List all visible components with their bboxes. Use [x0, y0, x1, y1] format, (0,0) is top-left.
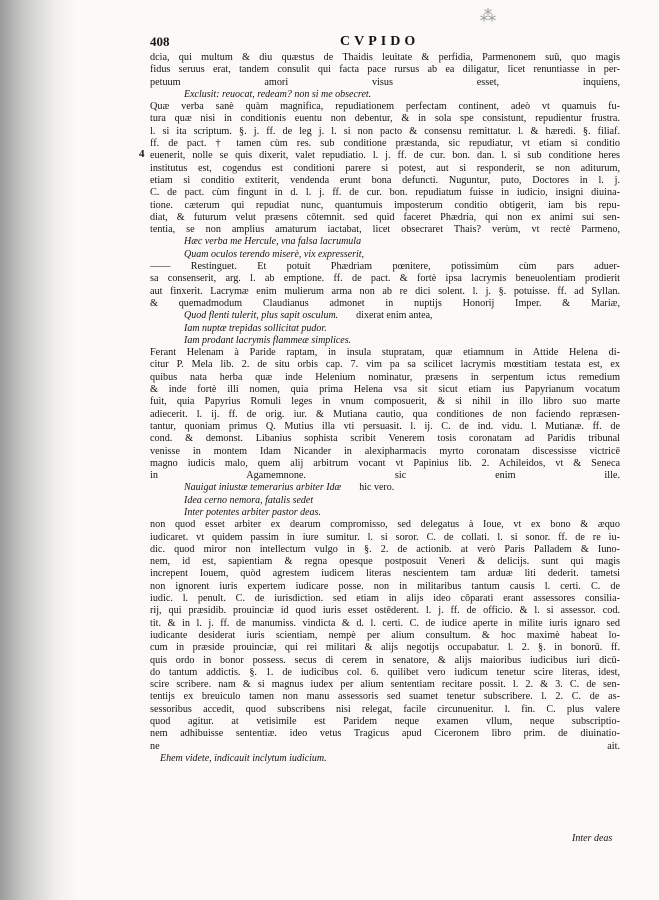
line-text: magno iudicis malo, quem alij arbitrum vocant vt Papinius lib. 2. Achileidos, vt & Seneca	[150, 457, 620, 469]
text-line	[150, 568, 620, 580]
line-text: Iam prodant lacrymis flammeæ simplices.	[184, 334, 352, 346]
line-text: diat, & futurum velut præsens cōtemnit. sed quid faceret Phædria, qui non ex animi sui sen-	[150, 211, 620, 223]
catchword: Inter deas	[572, 833, 613, 844]
text-line	[150, 581, 620, 593]
text-line	[150, 691, 620, 703]
text-line	[150, 519, 620, 531]
text-line	[150, 273, 620, 285]
line-text: iudic. l. penult. C. de iurisdiction. sed etiam in alijs ideo cōparati erant assessores consilia-	[150, 593, 620, 605]
line-text: petuum amori visus esset, inquiens,	[150, 76, 620, 88]
text-line	[150, 150, 620, 162]
line-text: Exclusit: reuocat, redeam? non si me obsecret.	[184, 88, 372, 100]
text-line	[150, 605, 620, 617]
verse-line	[150, 507, 620, 519]
line-text: tentia, se non amplius amaturum iactabat, licet obsecraret Thais? verùm, vt rectè Parmeno,	[150, 224, 620, 236]
text-line	[150, 556, 620, 568]
body-text	[150, 52, 620, 765]
verse-line	[150, 249, 620, 261]
text-line	[150, 396, 620, 408]
verse-line	[150, 236, 620, 248]
text-line	[150, 163, 620, 175]
line-text: fuit, quia Papyrius Romuli leges in vnum composuerit, & si nihil in illo libro suo marte	[150, 396, 620, 408]
line-text: euenerit, nolle se quis dixerit, valet repudiatio. l. j. ff. de cur. bon. dan. l. si sub conditione heres	[150, 150, 620, 162]
line-tail-text: dixerat enim antea,	[356, 310, 433, 322]
page-number: 408	[150, 34, 170, 49]
verse-line	[150, 495, 620, 507]
line-text: tura quæ nisi in conditionis euentu non debentur, & in sola spe consistunt, repudientur frustra.	[150, 113, 620, 125]
text-line	[150, 679, 620, 691]
line-text: Quod flenti tulerit, plus sapit osculum.	[184, 310, 339, 322]
line-text: non ignorent iuris expertem iudicare posse. non in militaribus tantum causis l. certi. C. de	[150, 580, 620, 592]
text-line	[150, 298, 620, 310]
verse-line	[150, 323, 620, 335]
text-line	[150, 126, 620, 138]
line-text: rij, qui præsidib. prouinciæ id quod iuris esset ostēderent. l. j. ff. de officio. & l. si assessor. cod.	[150, 605, 620, 617]
line-text: dic. quod miror non intellectum vulgo in §. 2. de actionib. at verò Paris Palladem & Iuno-	[150, 543, 620, 555]
verse-line	[150, 89, 620, 101]
line-text: quibus nata herba quæ inde Helenium nominatur, præsens in serpentum ictus remedium	[150, 371, 620, 383]
text-line	[150, 642, 620, 654]
text-line	[150, 532, 620, 544]
line-text: citur P. Mela lib. 2. de situ orbis cap. 7. vim pa sa scilicet lacrymis mœstitiam testata est, ex	[150, 359, 620, 371]
line-text: venisse in montem Idam Nicander in alexipharmacis myrto coronatam discessisse victricē	[150, 445, 620, 457]
line-text: —— Restinguet. Et potuit Phædriam pœnitere, potissimùm cùm pars aduer-	[150, 261, 620, 273]
line-text: scire scribere. nam & si magnus iudex per alium sententiam recitare possit. l. 2. & 3. C. de sen-	[150, 679, 620, 691]
text-line	[150, 384, 620, 396]
line-text: nem, id est, sapientiam & regna opesque postposuit Veneri & delicijs. sunt qui magis	[150, 556, 620, 568]
line-text: quod agitur. at vetisimile est Paridem neque examen vllum, neque subscriptio-	[150, 716, 620, 728]
text-line	[150, 433, 620, 445]
line-text: Nauigat iniustæ temerarius arbiter Idæ	[184, 482, 342, 494]
line-text: Inter potentes arbiter pastor deas.	[184, 506, 321, 518]
text-line	[150, 630, 620, 642]
text-line	[150, 667, 620, 679]
line-text: aut finxerit. Lacrymæ enim mulierum arma non ab re dici solent. l. j. §. potuisse. ff. ad Syllan.	[150, 285, 620, 297]
text-line	[150, 261, 620, 273]
line-text: nem adhibuisse sententiæ. ideo vetus Tragicus apud Ciceronem libro prim. de diuinatio-	[150, 728, 620, 740]
line-text: Quæ verba sanè quàm magnifica, repudiationem perfectam continent, adeò vt quamuis fu-	[150, 101, 620, 113]
verse-line	[150, 310, 620, 322]
line-text: sessoribus accedit, quod subscribens nisi relegat, facile circunuenitur. l. fin. C. plus valere	[150, 703, 620, 715]
line-text: ff. de pact. † tamen cùm res. sub conditione præstanda, sic repudiatur, vt etiam si conditio	[150, 138, 620, 150]
line-text: Ferant Helenam à Paride raptam, in insula stupratam, quæ etiamnum in Attide Helena di-	[150, 347, 620, 359]
line-text: iudicaret. vt quidem passim in iure sumitur. l. si soror. C. de collati. l. si sonor. ff. de re iu-	[150, 531, 620, 543]
line-text: iudicante desiderat iuris scientiam, nempè per alium consultum. & hoc maximè habeat lo-	[150, 629, 620, 641]
line-text: cum in præside prouinciæ, qui rei militari & alijs negotijs occupabatur. l. 2. §. in bonorū. ff.	[150, 642, 620, 654]
page-gutter-shadow	[0, 0, 78, 900]
line-text: tentijs ex breuiculo tamen non manu assessoris sed suamet tenetur subscribere. l. 2. C. de as-	[150, 691, 620, 703]
verse-line	[150, 482, 620, 494]
line-text: Idea cerno nemora, fatalis sedet	[184, 494, 314, 506]
text-line	[150, 359, 620, 371]
text-line	[150, 421, 620, 433]
text-line	[150, 64, 620, 76]
margin-note-number: 4	[139, 148, 145, 160]
line-text: do tantum addictis. §. 1. de iudicibus col. 6. quilibet vero iudicum tenetur scire literas, idest,	[150, 666, 620, 678]
text-line	[150, 470, 620, 482]
line-text: cond. & demonst. Libanius sophista scribit Venerem tosis coronatam ad Paridis tribunal	[150, 433, 620, 445]
text-line	[150, 187, 620, 199]
line-text: institutus est, cogendus est conditioni parere si potest, aut si responderit, se non aditurum,	[150, 162, 620, 174]
page-header	[150, 34, 615, 52]
line-text: sa consenserit, arg. l. ab emptione. ff. de pact. & fortè ipsa lacrymis beneuolentiam prodierit	[150, 273, 620, 285]
line-text: etiam si conditio extiterit, vendenda erunt bona defuncti. Nuguntur, puto, Doctores in l. j.	[150, 174, 620, 186]
line-text: quis ordo in bonor possess. secus di cerem in senatore, & alijs maioribus iudicibus iuri dicū-	[150, 654, 620, 666]
line-text: Quam oculos terendo miserè, vix expresserit,	[184, 248, 365, 260]
line-text: adiecerit. l. ij. ff. de orig. iur. & Mutiana cautio, qua conditiones de non faciendo repræsen-	[150, 408, 620, 420]
running-head: CVPIDO	[340, 34, 420, 49]
text-line	[150, 372, 620, 384]
text-line	[150, 286, 620, 298]
text-line	[150, 704, 620, 716]
text-line	[150, 175, 620, 187]
line-text: l. si ita scriptum. §. j. ff. de leg j. l. si non pacto & consensu remittatur. l. & hæredi. §. filiaf.	[150, 125, 620, 137]
text-line	[150, 716, 620, 728]
verse-line	[150, 335, 620, 347]
text-line	[150, 655, 620, 667]
ornament-mark: ⁂	[480, 8, 497, 25]
line-text: tit. & in l. j. ff. de manumiss. vindicta & d. l. certi. C. de iudice aperte in milite iuris ignaro sed	[150, 617, 620, 629]
line-text: increpent Iouem, quòd agrestem iudicem literas nescientem tam arduæ liti dederit. tametsi	[150, 568, 620, 580]
line-text: Ehem videte, indicauit inclytum iudicium.	[160, 752, 327, 764]
text-line	[150, 224, 620, 236]
line-text: fidus seruus erat, tandem consulit qui facta pace rursus ab ea diligatur, licet renuntiasse in per-	[150, 64, 620, 76]
line-text: C. de pact. cùm fingunt in d. l. j. ff. de cur. bon. repudiatum fuisse in iudicio, insigni diuina-	[150, 187, 620, 199]
text-line	[150, 593, 620, 605]
line-tail-text: hic vero.	[359, 482, 395, 494]
line-text: non quod esset arbiter ex dearum compromisso, sed delegatus à Ioue, vt ex bono & æquo	[150, 519, 620, 531]
line-text: tantur, quoniam primus Q. Mutius illa vti persuasit. l. ij. C. de ind. vidu. l. Mutianæ. ff. de	[150, 420, 620, 432]
line-text: in Agamemnone. sic enim ille.	[150, 470, 620, 482]
text-line	[150, 741, 620, 753]
text-line	[150, 138, 620, 150]
text-line	[150, 212, 620, 224]
line-text: Iam nuptæ trepidas sollicitat pudor.	[184, 322, 327, 334]
text-line	[150, 728, 620, 740]
line-text: ne ait.	[150, 740, 620, 752]
text-line	[150, 200, 620, 212]
line-text: Hæc verba me Hercule, vna falsa lacrumula	[184, 236, 362, 248]
text-line	[150, 458, 620, 470]
text-line	[150, 446, 620, 458]
verse-line	[150, 753, 620, 765]
text-line	[150, 544, 620, 556]
text-line	[150, 347, 620, 359]
text-line	[150, 77, 620, 89]
line-text: & quemadmodum Claudianus admonet in nuptijs Honorij Imper. & Mariæ,	[150, 297, 620, 309]
text-line	[150, 101, 620, 113]
line-text: & inde fortè illi nomen, quia prima Helena vsa sit sicut etiam ius Papyrianum vocatum	[150, 384, 620, 396]
text-line	[150, 113, 620, 125]
text-line	[150, 52, 620, 64]
text-line	[150, 618, 620, 630]
text-line	[150, 409, 620, 421]
line-text: tione. cæterum qui repudiat nunc, quantumuis imposterum conditio obtigerit, iam bis repu-	[150, 199, 620, 211]
line-text: dcia, qui multum & diu quæstus de Thaidis leuitate & perfidia, Parmenonem suū, quo magis	[150, 52, 620, 63]
